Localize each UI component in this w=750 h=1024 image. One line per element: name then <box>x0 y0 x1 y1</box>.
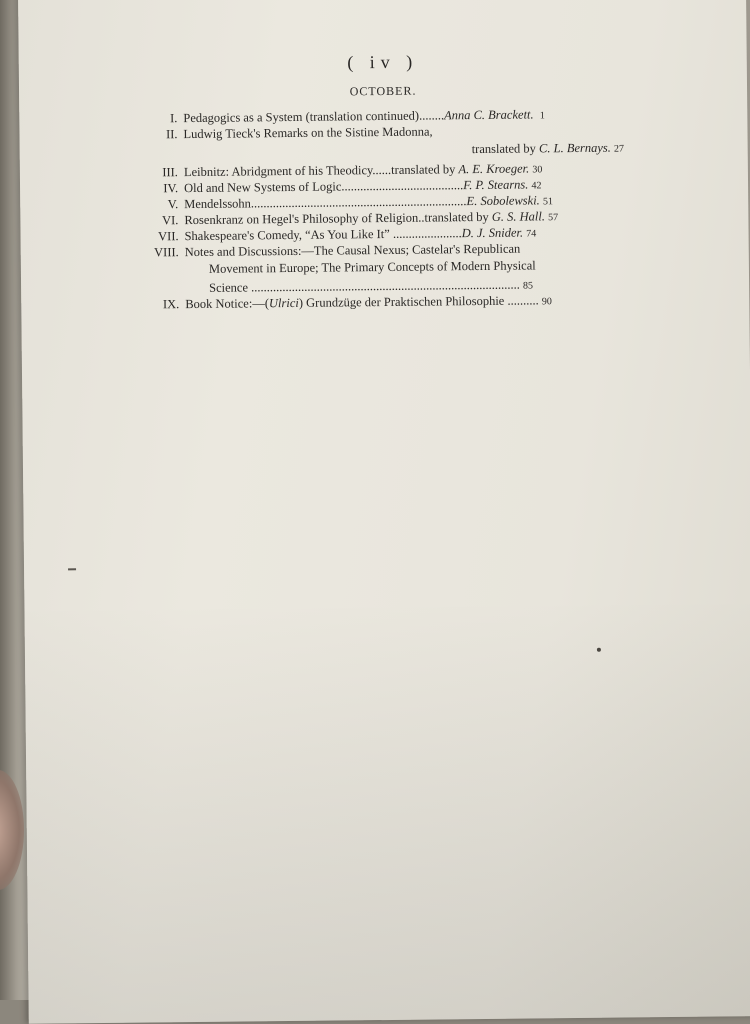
entry-page: 42 <box>531 180 542 192</box>
section-title: OCTOBER. <box>349 83 417 99</box>
entry-number: VIII. <box>154 245 179 260</box>
entry-page: 57 <box>548 212 559 224</box>
entry-title: Shakespeare's Comedy, “As You Like It” ...................... <box>184 226 462 244</box>
entry-title-line-3: Science ...................................................................................... <box>209 277 520 295</box>
entry-number: VI. <box>161 213 179 228</box>
page-mark <box>68 568 76 570</box>
entry-title: Rosenkranz on Hegel's Philosophy of Religion..translated by <box>184 209 489 228</box>
entry-title-rest: ) Grundzüge der Praktischen Philosophie .......... <box>298 293 539 310</box>
page-number: ( iv ) <box>347 51 419 73</box>
entry-title: Notes and Discussions:—The Causal Nexus; Castelar's Republican <box>184 241 521 260</box>
table-of-contents <box>19 104 749 314</box>
entry-page: 85 <box>522 280 534 292</box>
entry-author: A. E. Kroeger. <box>458 161 530 177</box>
entry-number: I. <box>169 111 178 126</box>
entry-title-italic: Ulrici <box>268 295 299 311</box>
page-speck <box>597 648 601 652</box>
entry-line <box>185 292 552 314</box>
entry-translated-by: translated by <box>471 141 536 157</box>
entry-number: II. <box>165 127 178 142</box>
entry-title: Mendelssohn..................................................................... <box>184 194 467 212</box>
entry-number: V. <box>167 197 179 212</box>
entry-title: Pedagogics as a System (translation continued)........ <box>183 108 445 126</box>
entry-title: Leibnitz: Abridgment of his Theodicy......translated by <box>183 162 456 180</box>
entry-title-line-2: Movement in Europe; The Primary Concepts of Modern Physical <box>208 258 536 276</box>
entry-author: G. S. Hall. <box>491 209 545 224</box>
entry-author: F. P. Stearns. <box>463 177 529 193</box>
entry-title: Ludwig Tieck's Remarks on the Sistine Madonna, <box>183 124 433 142</box>
entry-number: IV. <box>163 181 179 196</box>
entry-title: Book Notice:—( <box>185 296 270 312</box>
entry-page: 1 <box>539 110 545 122</box>
entry-page: 30 <box>532 164 543 176</box>
entry-author: D. J. Snider. <box>461 225 524 241</box>
entry-number: IX. <box>162 297 180 312</box>
entry-author: C. L. Bernays. <box>538 140 611 156</box>
entry-page: 90 <box>541 296 552 308</box>
entry-author: E. Sobolewski. <box>466 193 540 209</box>
book-page <box>18 0 750 1024</box>
entry-number: VII. <box>158 229 179 244</box>
entry-page: 51 <box>542 196 553 208</box>
entry-author: Anna C. Brackett. <box>443 107 534 123</box>
entry-number: III. <box>162 165 178 180</box>
entry-page: 74 <box>526 228 537 240</box>
entry-title: Old and New Systems of Logic....................................... <box>183 178 464 196</box>
entry-line <box>472 139 625 159</box>
entry-page: 27 <box>613 143 625 155</box>
